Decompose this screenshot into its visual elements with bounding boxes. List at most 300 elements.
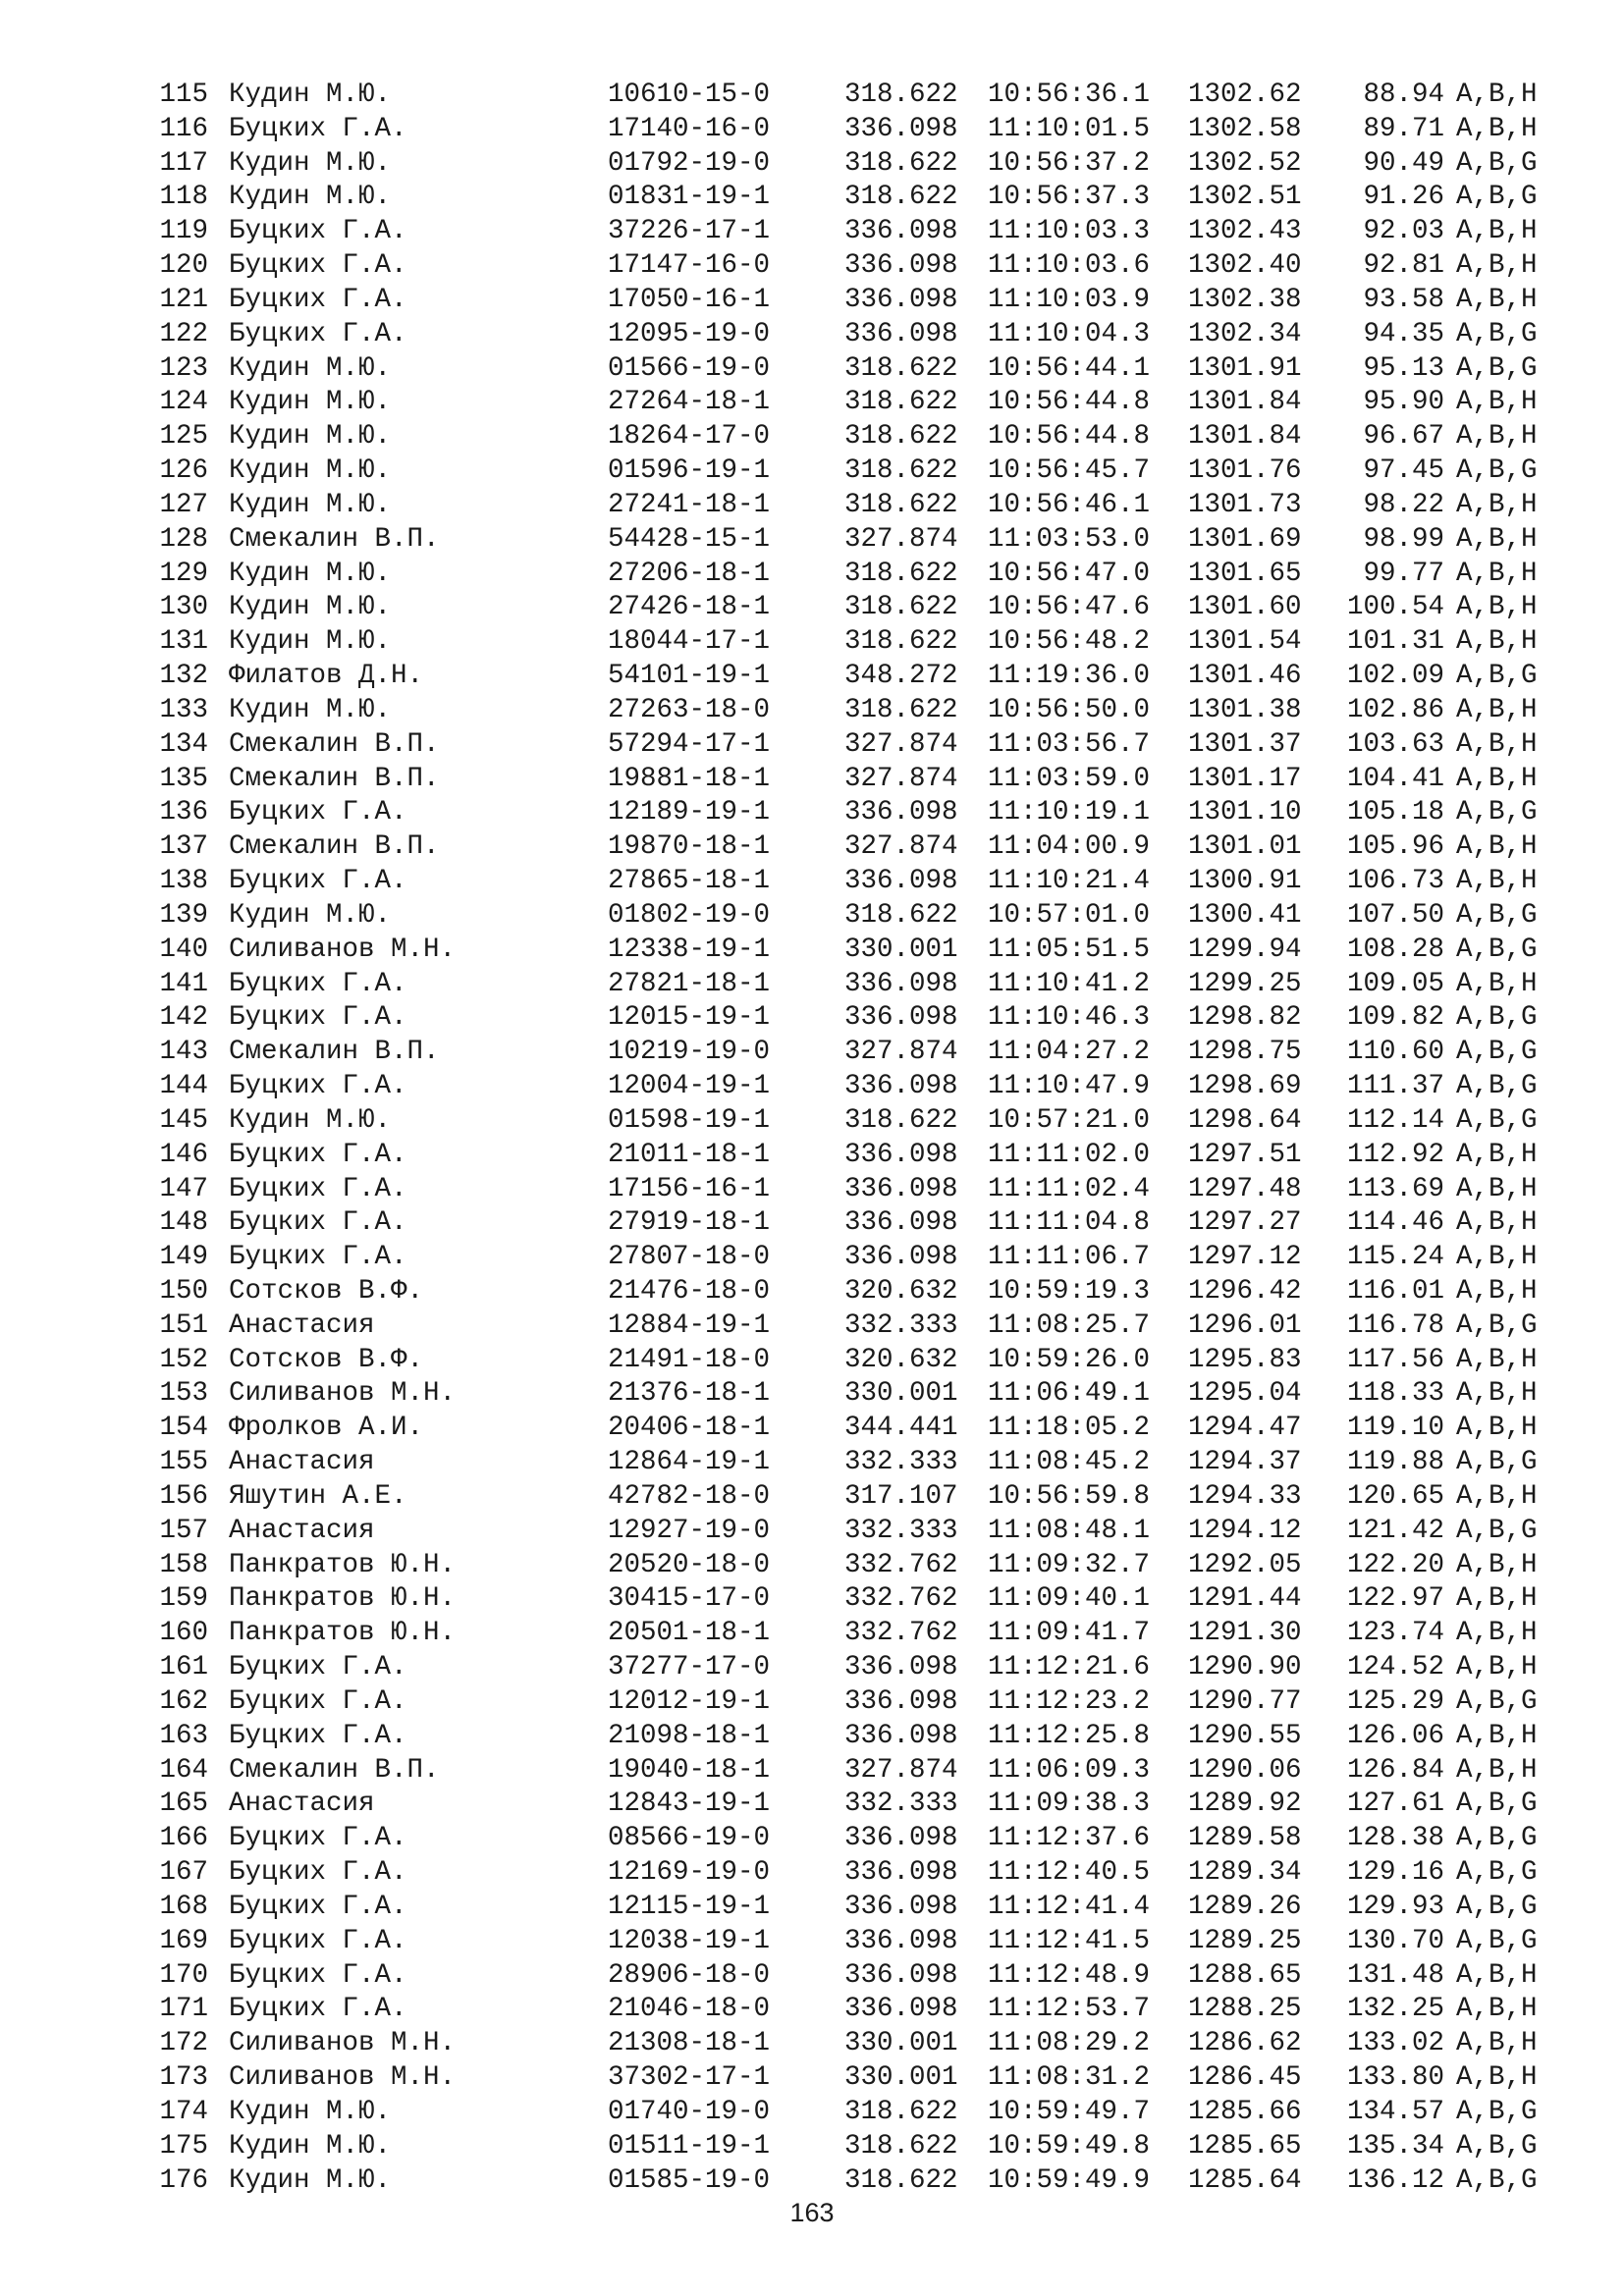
position-cell: 145 [159, 1104, 208, 1136]
ring-number-cell: 12927-19-0 [608, 1515, 771, 1546]
distance-cell: 336.098 [844, 1071, 958, 1102]
category-flags-cell: A,B,H [1456, 1139, 1538, 1170]
fancier-name-cell: Кудин М.Ю. [229, 489, 392, 520]
arrival-time-cell: 10:59:49.9 [988, 2164, 1151, 2196]
fancier-name-cell: Буцких Г.А. [229, 1242, 407, 1273]
coefficient-cell: 95.90 [1363, 387, 1444, 418]
arrival-time-cell: 10:56:44.8 [988, 387, 1151, 418]
position-cell: 139 [159, 899, 208, 931]
fancier-name-cell: Кудин М.Ю. [229, 421, 392, 453]
arrival-time-cell: 10:59:49.8 [988, 2130, 1151, 2162]
position-cell: 132 [159, 661, 208, 692]
ring-number-cell: 20501-18-1 [608, 1618, 771, 1649]
fancier-name-cell: Анастасия [229, 1309, 375, 1341]
arrival-time-cell: 10:56:37.3 [988, 182, 1151, 213]
distance-cell: 330.001 [844, 934, 958, 965]
speed-cell: 1285.65 [1188, 2130, 1302, 2162]
ring-number-cell: 37226-17-1 [608, 216, 771, 247]
speed-cell: 1299.94 [1188, 934, 1302, 965]
speed-cell: 1299.25 [1188, 968, 1302, 999]
ring-number-cell: 19881-18-1 [608, 763, 771, 794]
arrival-time-cell: 10:56:36.1 [988, 80, 1151, 110]
distance-cell: 336.098 [844, 216, 958, 247]
coefficient-cell: 124.52 [1346, 1652, 1444, 1683]
distance-cell: 320.632 [844, 1344, 958, 1375]
position-cell: 123 [159, 352, 208, 384]
fancier-name-cell: Буцких Г.А. [229, 284, 407, 315]
fancier-name-cell: Силиванов М.Н. [229, 934, 457, 965]
position-cell: 120 [159, 250, 208, 282]
coefficient-cell: 115.24 [1346, 1242, 1444, 1273]
speed-cell: 1290.55 [1188, 1720, 1302, 1751]
coefficient-cell: 109.05 [1346, 968, 1444, 999]
ring-number-cell: 54428-15-1 [608, 523, 771, 555]
ring-number-cell: 30415-17-0 [608, 1583, 771, 1615]
arrival-time-cell: 10:59:49.7 [988, 2096, 1151, 2127]
fancier-name-cell: Буцких Г.А. [229, 1857, 407, 1889]
fancier-name-cell: Смекалин В.П. [229, 1754, 440, 1786]
arrival-time-cell: 11:18:05.2 [988, 1413, 1151, 1444]
distance-cell: 336.098 [844, 1959, 958, 1991]
distance-cell: 318.622 [844, 2130, 958, 2162]
arrival-time-cell: 11:08:48.1 [988, 1515, 1151, 1546]
distance-cell: 332.333 [844, 1447, 958, 1478]
ring-number-cell: 12189-19-1 [608, 797, 771, 828]
speed-cell: 1291.44 [1188, 1583, 1302, 1615]
position-cell: 148 [159, 1207, 208, 1239]
category-flags-cell: A,B,H [1456, 1480, 1538, 1512]
position-cell: 126 [159, 455, 208, 487]
fancier-name-cell: Буцких Г.А. [229, 1071, 407, 1102]
fancier-name-cell: Кудин М.Ю. [229, 352, 392, 384]
coefficient-cell: 90.49 [1363, 147, 1444, 179]
fancier-name-cell: Кудин М.Ю. [229, 387, 392, 418]
speed-cell: 1302.40 [1188, 250, 1302, 282]
distance-cell: 336.098 [844, 1685, 958, 1717]
fancier-name-cell: Буцких Г.А. [229, 1994, 407, 2025]
distance-cell: 318.622 [844, 387, 958, 418]
speed-cell: 1302.52 [1188, 147, 1302, 179]
arrival-time-cell: 11:10:03.9 [988, 284, 1151, 315]
fancier-name-cell: Панкратов Ю.Н. [229, 1618, 457, 1649]
position-cell: 131 [159, 626, 208, 658]
ring-number-cell: 27865-18-1 [608, 866, 771, 897]
ring-number-cell: 21046-18-0 [608, 1994, 771, 2025]
arrival-time-cell: 10:56:50.0 [988, 694, 1151, 725]
coefficient-cell: 94.35 [1363, 318, 1444, 349]
ring-number-cell: 21011-18-1 [608, 1139, 771, 1170]
distance-cell: 318.622 [844, 592, 958, 623]
speed-cell: 1300.91 [1188, 866, 1302, 897]
arrival-time-cell: 10:57:21.0 [988, 1104, 1151, 1136]
coefficient-cell: 105.96 [1346, 831, 1444, 863]
arrival-time-cell: 11:09:32.7 [988, 1549, 1151, 1580]
coefficient-cell: 104.41 [1346, 763, 1444, 794]
speed-cell: 1302.62 [1188, 80, 1302, 110]
category-flags-cell: A,B,G [1456, 147, 1538, 179]
speed-cell: 1296.42 [1188, 1275, 1302, 1307]
ring-number-cell: 01831-19-1 [608, 182, 771, 213]
coefficient-cell: 134.57 [1346, 2096, 1444, 2127]
fancier-name-cell: Анастасия [229, 1515, 375, 1546]
category-flags-cell: A,B,G [1456, 1891, 1538, 1922]
ring-number-cell: 17147-16-0 [608, 250, 771, 282]
distance-cell: 318.622 [844, 2164, 958, 2196]
position-cell: 137 [159, 831, 208, 863]
coefficient-cell: 120.65 [1346, 1480, 1444, 1512]
category-flags-cell: A,B,G [1456, 1447, 1538, 1478]
ring-number-cell: 10219-19-0 [608, 1037, 771, 1068]
position-cell: 162 [159, 1685, 208, 1717]
position-cell: 142 [159, 1002, 208, 1034]
fancier-name-cell: Смекалин В.П. [229, 831, 440, 863]
distance-cell: 336.098 [844, 1002, 958, 1034]
ring-number-cell: 12012-19-1 [608, 1685, 771, 1717]
fancier-name-cell: Буцких Г.А. [229, 1891, 407, 1922]
coefficient-cell: 114.46 [1346, 1207, 1444, 1239]
fancier-name-cell: Силиванов М.Н. [229, 1378, 457, 1410]
distance-cell: 336.098 [844, 1925, 958, 1956]
ring-number-cell: 21308-18-1 [608, 2028, 771, 2059]
fancier-name-cell: Буцких Г.А. [229, 1925, 407, 1956]
speed-cell: 1298.75 [1188, 1037, 1302, 1068]
fancier-name-cell: Филатов Д.Н. [229, 661, 424, 692]
speed-cell: 1285.66 [1188, 2096, 1302, 2127]
ring-number-cell: 01598-19-1 [608, 1104, 771, 1136]
coefficient-cell: 103.63 [1346, 728, 1444, 760]
arrival-time-cell: 11:11:06.7 [988, 1242, 1151, 1273]
fancier-name-cell: Кудин М.Ю. [229, 455, 392, 487]
speed-cell: 1301.54 [1188, 626, 1302, 658]
category-flags-cell: A,B,G [1456, 899, 1538, 931]
fancier-name-cell: Смекалин В.П. [229, 1037, 440, 1068]
category-flags-cell: A,B,G [1456, 1002, 1538, 1034]
category-flags-cell: A,B,H [1456, 626, 1538, 658]
distance-cell: 336.098 [844, 1139, 958, 1170]
coefficient-cell: 89.71 [1363, 113, 1444, 144]
arrival-time-cell: 10:56:45.7 [988, 455, 1151, 487]
coefficient-cell: 118.33 [1346, 1378, 1444, 1410]
arrival-time-cell: 10:56:46.1 [988, 489, 1151, 520]
position-cell: 115 [159, 80, 208, 110]
distance-cell: 336.098 [844, 1652, 958, 1683]
category-flags-cell: A,B,H [1456, 284, 1538, 315]
position-cell: 168 [159, 1891, 208, 1922]
coefficient-cell: 121.42 [1346, 1515, 1444, 1546]
category-flags-cell: A,B,H [1456, 1378, 1538, 1410]
position-cell: 157 [159, 1515, 208, 1546]
ring-number-cell: 20520-18-0 [608, 1549, 771, 1580]
distance-cell: 332.333 [844, 1789, 958, 1820]
fancier-name-cell: Буцких Г.А. [229, 216, 407, 247]
distance-cell: 330.001 [844, 2062, 958, 2094]
category-flags-cell: A,B,H [1456, 1173, 1538, 1204]
speed-cell: 1302.51 [1188, 182, 1302, 213]
speed-cell: 1297.12 [1188, 1242, 1302, 1273]
ring-number-cell: 28906-18-0 [608, 1959, 771, 1991]
speed-cell: 1291.30 [1188, 1618, 1302, 1649]
arrival-time-cell: 11:10:47.9 [988, 1071, 1151, 1102]
speed-cell: 1301.38 [1188, 694, 1302, 725]
speed-cell: 1302.58 [1188, 113, 1302, 144]
fancier-name-cell: Буцких Г.А. [229, 1652, 407, 1683]
speed-cell: 1302.34 [1188, 318, 1302, 349]
speed-cell: 1296.01 [1188, 1309, 1302, 1341]
arrival-time-cell: 11:12:25.8 [988, 1720, 1151, 1751]
ring-number-cell: 12864-19-1 [608, 1447, 771, 1478]
position-cell: 121 [159, 284, 208, 315]
fancier-name-cell: Кудин М.Ю. [229, 592, 392, 623]
category-flags-cell: A,B,G [1456, 797, 1538, 828]
distance-cell: 320.632 [844, 1275, 958, 1307]
position-cell: 156 [159, 1480, 208, 1512]
arrival-time-cell: 11:11:02.0 [988, 1139, 1151, 1170]
distance-cell: 318.622 [844, 489, 958, 520]
fancier-name-cell: Кудин М.Ю. [229, 2130, 392, 2162]
position-cell: 138 [159, 866, 208, 897]
arrival-time-cell: 11:12:23.2 [988, 1685, 1151, 1717]
position-cell: 154 [159, 1413, 208, 1444]
distance-cell: 336.098 [844, 1720, 958, 1751]
category-flags-cell: A,B,G [1456, 318, 1538, 349]
position-cell: 160 [159, 1618, 208, 1649]
fancier-name-cell: Смекалин В.П. [229, 728, 440, 760]
speed-cell: 1289.58 [1188, 1823, 1302, 1854]
category-flags-cell: A,B,H [1456, 1583, 1538, 1615]
category-flags-cell: A,B,G [1456, 1071, 1538, 1102]
ring-number-cell: 27264-18-1 [608, 387, 771, 418]
speed-cell: 1301.65 [1188, 558, 1302, 589]
category-flags-cell: A,B,H [1456, 1618, 1538, 1649]
arrival-time-cell: 11:12:21.6 [988, 1652, 1151, 1683]
position-cell: 153 [159, 1378, 208, 1410]
coefficient-cell: 133.02 [1346, 2028, 1444, 2059]
distance-cell: 318.622 [844, 352, 958, 384]
distance-cell: 318.622 [844, 694, 958, 725]
ring-number-cell: 37302-17-1 [608, 2062, 771, 2094]
category-flags-cell: A,B,H [1456, 489, 1538, 520]
position-cell: 165 [159, 1789, 208, 1820]
coefficient-cell: 92.81 [1363, 250, 1444, 282]
category-flags-cell: A,B,G [1456, 352, 1538, 384]
distance-cell: 318.622 [844, 80, 958, 110]
ring-number-cell: 08566-19-0 [608, 1823, 771, 1854]
arrival-time-cell: 11:08:45.2 [988, 1447, 1151, 1478]
speed-cell: 1301.60 [1188, 592, 1302, 623]
coefficient-cell: 91.26 [1363, 182, 1444, 213]
category-flags-cell: A,B,H [1456, 592, 1538, 623]
ring-number-cell: 17050-16-1 [608, 284, 771, 315]
distance-cell: 336.098 [844, 1891, 958, 1922]
distance-cell: 317.107 [844, 1480, 958, 1512]
ring-number-cell: 01596-19-1 [608, 455, 771, 487]
speed-cell: 1290.90 [1188, 1652, 1302, 1683]
speed-cell: 1286.45 [1188, 2062, 1302, 2094]
fancier-name-cell: Анастасия [229, 1789, 375, 1820]
arrival-time-cell: 11:12:40.5 [988, 1857, 1151, 1889]
ring-number-cell: 12843-19-1 [608, 1789, 771, 1820]
distance-cell: 344.441 [844, 1413, 958, 1444]
distance-cell: 336.098 [844, 318, 958, 349]
coefficient-cell: 105.18 [1346, 797, 1444, 828]
coefficient-cell: 98.99 [1363, 523, 1444, 555]
ring-number-cell: 27821-18-1 [608, 968, 771, 999]
arrival-time-cell: 11:12:48.9 [988, 1959, 1151, 1991]
arrival-time-cell: 11:08:25.7 [988, 1309, 1151, 1341]
coefficient-cell: 122.20 [1346, 1549, 1444, 1580]
coefficient-cell: 126.06 [1346, 1720, 1444, 1751]
category-flags-cell: A,B,G [1456, 182, 1538, 213]
distance-cell: 336.098 [844, 113, 958, 144]
category-flags-cell: A,B,H [1456, 763, 1538, 794]
fancier-name-cell: Смекалин В.П. [229, 523, 440, 555]
coefficient-cell: 131.48 [1346, 1959, 1444, 1991]
coefficient-cell: 107.50 [1346, 899, 1444, 931]
category-flags-cell: A,B,G [1456, 2164, 1538, 2196]
speed-cell: 1294.47 [1188, 1413, 1302, 1444]
coefficient-cell: 101.31 [1346, 626, 1444, 658]
fancier-name-cell: Буцких Г.А. [229, 1720, 407, 1751]
distance-cell: 336.098 [844, 1994, 958, 2025]
position-cell: 167 [159, 1857, 208, 1889]
coefficient-cell: 112.14 [1346, 1104, 1444, 1136]
arrival-time-cell: 10:59:19.3 [988, 1275, 1151, 1307]
distance-cell: 336.098 [844, 1823, 958, 1854]
coefficient-cell: 109.82 [1346, 1002, 1444, 1034]
ring-number-cell: 18044-17-1 [608, 626, 771, 658]
ring-number-cell: 17140-16-0 [608, 113, 771, 144]
category-flags-cell: A,B,H [1456, 1207, 1538, 1239]
coefficient-cell: 129.16 [1346, 1857, 1444, 1889]
arrival-time-cell: 11:10:46.3 [988, 1002, 1151, 1034]
speed-cell: 1294.37 [1188, 1447, 1302, 1478]
position-cell: 174 [159, 2096, 208, 2127]
arrival-time-cell: 11:08:31.2 [988, 2062, 1151, 2094]
distance-cell: 330.001 [844, 2028, 958, 2059]
distance-cell: 336.098 [844, 797, 958, 828]
speed-cell: 1301.01 [1188, 831, 1302, 863]
position-cell: 140 [159, 934, 208, 965]
fancier-name-cell: Буцких Г.А. [229, 1823, 407, 1854]
speed-cell: 1285.64 [1188, 2164, 1302, 2196]
distance-cell: 336.098 [844, 284, 958, 315]
distance-cell: 318.622 [844, 147, 958, 179]
category-flags-cell: A,B,H [1456, 2062, 1538, 2094]
ring-number-cell: 01802-19-0 [608, 899, 771, 931]
fancier-name-cell: Кудин М.Ю. [229, 626, 392, 658]
arrival-time-cell: 11:10:01.5 [988, 113, 1151, 144]
category-flags-cell: A,B,G [1456, 1925, 1538, 1956]
category-flags-cell: A,B,G [1456, 1789, 1538, 1820]
position-cell: 129 [159, 558, 208, 589]
ring-number-cell: 01585-19-0 [608, 2164, 771, 2196]
position-cell: 170 [159, 1959, 208, 1991]
category-flags-cell: A,B,H [1456, 250, 1538, 282]
ring-number-cell: 12095-19-0 [608, 318, 771, 349]
arrival-time-cell: 11:12:41.4 [988, 1891, 1151, 1922]
fancier-name-cell: Яшутин А.Е. [229, 1480, 407, 1512]
coefficient-cell: 102.86 [1346, 694, 1444, 725]
fancier-name-cell: Кудин М.Ю. [229, 147, 392, 179]
ring-number-cell: 21098-18-1 [608, 1720, 771, 1751]
speed-cell: 1302.43 [1188, 216, 1302, 247]
position-cell: 171 [159, 1994, 208, 2025]
speed-cell: 1301.37 [1188, 728, 1302, 760]
ring-number-cell: 27241-18-1 [608, 489, 771, 520]
coefficient-cell: 126.84 [1346, 1754, 1444, 1786]
position-cell: 116 [159, 113, 208, 144]
speed-cell: 1289.25 [1188, 1925, 1302, 1956]
distance-cell: 336.098 [844, 968, 958, 999]
ring-number-cell: 21491-18-0 [608, 1344, 771, 1375]
distance-cell: 332.762 [844, 1618, 958, 1649]
fancier-name-cell: Буцких Г.А. [229, 1139, 407, 1170]
distance-cell: 348.272 [844, 661, 958, 692]
speed-cell: 1300.41 [1188, 899, 1302, 931]
distance-cell: 332.333 [844, 1309, 958, 1341]
page-number: 163 [789, 2198, 835, 2227]
position-cell: 172 [159, 2028, 208, 2059]
ring-number-cell: 17156-16-1 [608, 1173, 771, 1204]
category-flags-cell: A,B,H [1456, 1994, 1538, 2025]
coefficient-cell: 135.34 [1346, 2130, 1444, 2162]
coefficient-cell: 88.94 [1363, 80, 1444, 110]
category-flags-cell: A,B,H [1456, 1344, 1538, 1375]
coefficient-cell: 106.73 [1346, 866, 1444, 897]
coefficient-cell: 136.12 [1346, 2164, 1444, 2196]
coefficient-cell: 108.28 [1346, 934, 1444, 965]
fancier-name-cell: Кудин М.Ю. [229, 80, 392, 110]
category-flags-cell: A,B,H [1456, 113, 1538, 144]
speed-cell: 1298.64 [1188, 1104, 1302, 1136]
category-flags-cell: A,B,H [1456, 216, 1538, 247]
category-flags-cell: A,B,H [1456, 558, 1538, 589]
position-cell: 143 [159, 1037, 208, 1068]
position-cell: 122 [159, 318, 208, 349]
distance-cell: 318.622 [844, 421, 958, 453]
ring-number-cell: 12115-19-1 [608, 1891, 771, 1922]
category-flags-cell: A,B,H [1456, 831, 1538, 863]
arrival-time-cell: 11:12:41.5 [988, 1925, 1151, 1956]
arrival-time-cell: 11:03:53.0 [988, 523, 1151, 555]
ring-number-cell: 19870-18-1 [608, 831, 771, 863]
fancier-name-cell: Буцких Г.А. [229, 318, 407, 349]
speed-cell: 1294.33 [1188, 1480, 1302, 1512]
fancier-name-cell: Буцких Г.А. [229, 1959, 407, 1991]
fancier-name-cell: Кудин М.Ю. [229, 182, 392, 213]
ring-number-cell: 01740-19-0 [608, 2096, 771, 2127]
position-cell: 163 [159, 1720, 208, 1751]
speed-cell: 1302.38 [1188, 284, 1302, 315]
category-flags-cell: A,B,H [1456, 1549, 1538, 1580]
position-cell: 151 [159, 1309, 208, 1341]
category-flags-cell: A,B,H [1456, 728, 1538, 760]
speed-cell: 1301.46 [1188, 661, 1302, 692]
arrival-time-cell: 11:03:56.7 [988, 728, 1151, 760]
ring-number-cell: 12038-19-1 [608, 1925, 771, 1956]
position-cell: 150 [159, 1275, 208, 1307]
distance-cell: 336.098 [844, 866, 958, 897]
ring-number-cell: 21476-18-0 [608, 1275, 771, 1307]
arrival-time-cell: 11:12:37.6 [988, 1823, 1151, 1854]
coefficient-cell: 129.93 [1346, 1891, 1444, 1922]
ring-number-cell: 10610-15-0 [608, 80, 771, 110]
ring-number-cell: 37277-17-0 [608, 1652, 771, 1683]
category-flags-cell: A,B,H [1456, 523, 1538, 555]
position-cell: 133 [159, 694, 208, 725]
category-flags-cell: A,B,G [1456, 1857, 1538, 1889]
ring-number-cell: 12004-19-1 [608, 1071, 771, 1102]
